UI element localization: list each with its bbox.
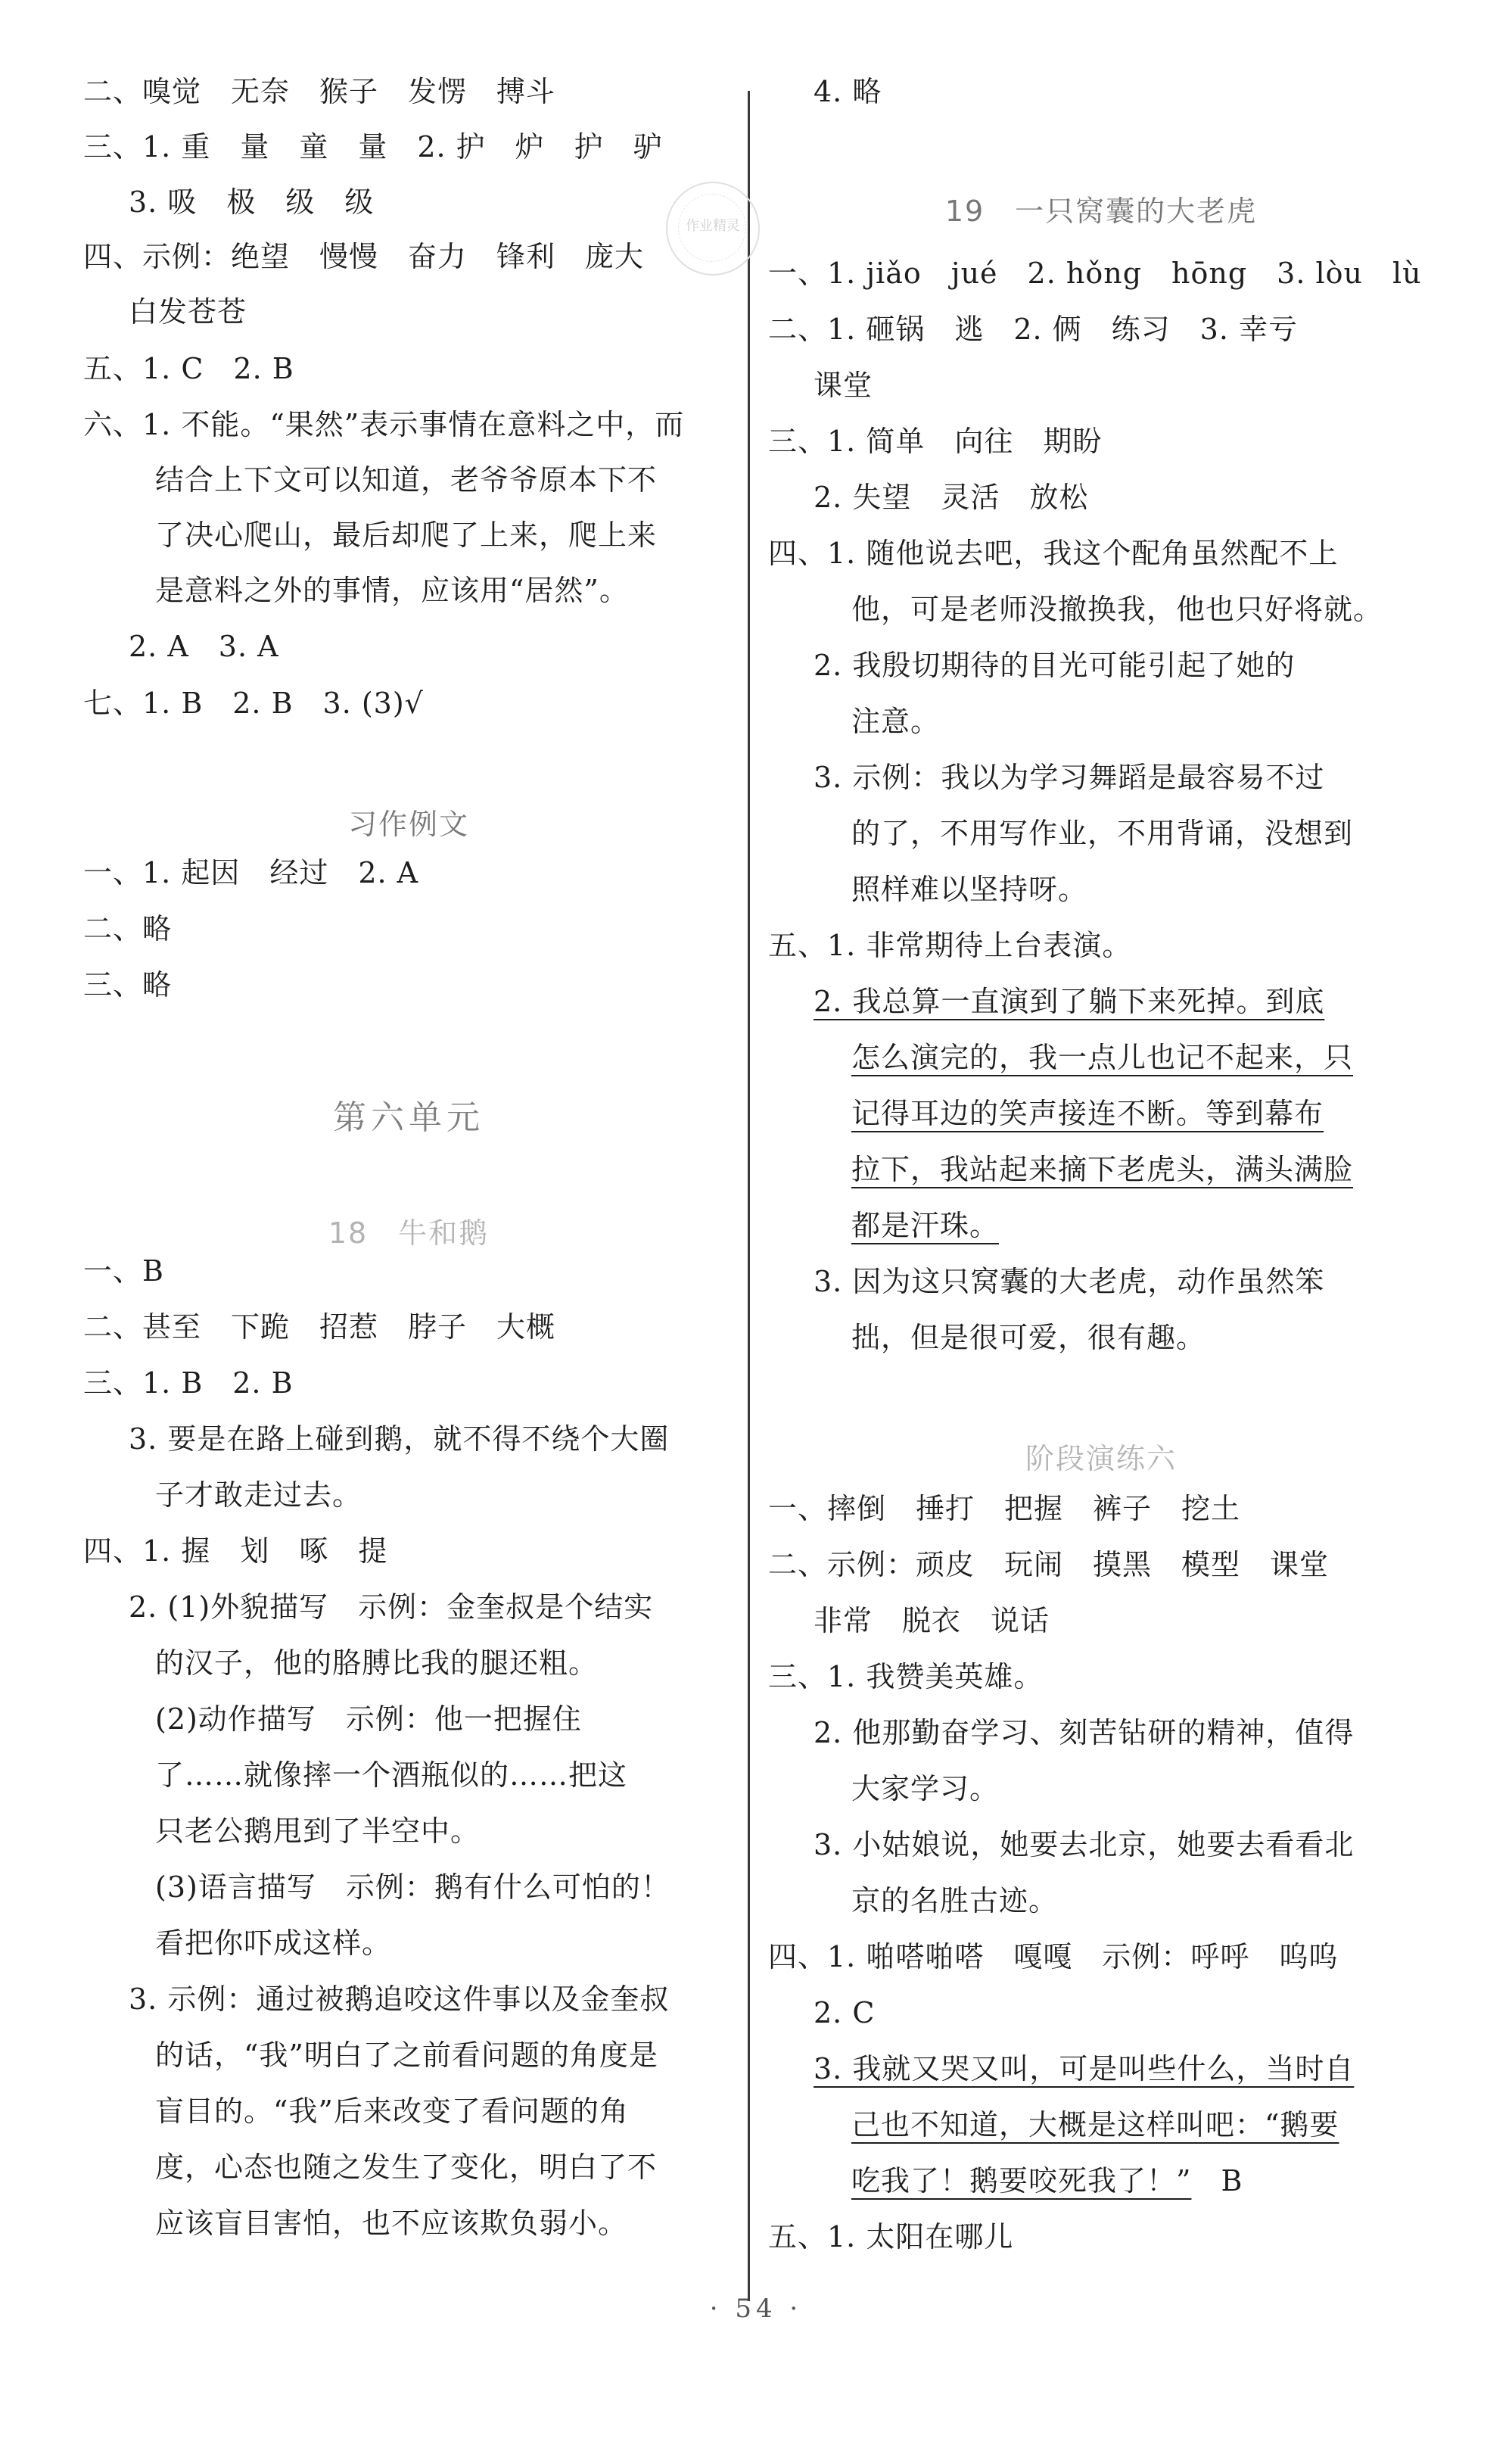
answer-line: 了……就像摔一个酒瓶似的……把这 — [155, 1758, 628, 1792]
answer-line: 盲目的。“我”后来改变了看问题的角 — [155, 2095, 629, 2128]
answer-line: 一、1. jiǎo jué 2. hǒng hōng 3. lòu lù — [768, 257, 1422, 290]
unit-heading: 第六单元 — [333, 1098, 484, 1137]
answer-line: 己也不知道，大概是这样叫吧：“鹅要 — [851, 2108, 1339, 2141]
answer-line: 五、1. 非常期待上台表演。 — [768, 929, 1132, 962]
answer-line: 七、1. B 2. B 3. (3)√ — [83, 687, 424, 720]
answer-line: (3)语言描写 示例：鹅有什么可怕的！ — [155, 1870, 670, 1904]
answer-line: 四、1. 握 划 啄 提 — [83, 1534, 388, 1568]
answer-line: 三、1. 重 量 童 量 2. 护 炉 护 驴 — [83, 130, 663, 164]
answer-line: 记得耳边的笑声接连不断。等到幕布 — [851, 1097, 1324, 1130]
answer-line: 二、嗅觉 无奈 猴子 发愣 搏斗 — [83, 75, 556, 108]
answer-line: 二、甚至 下跪 招惹 脖子 大概 — [83, 1310, 556, 1344]
answer-line: 2. 失望 灵活 放松 — [814, 481, 1089, 514]
answer-line: 注意。 — [851, 705, 941, 738]
column-divider — [748, 91, 750, 2301]
lesson-heading-18: 18 牛和鹅 — [328, 1216, 490, 1250]
answer-line: 大家学习。 — [851, 1772, 1000, 1805]
answer-line: 三、1. 简单 向往 期盼 — [768, 425, 1103, 458]
answer-line: 白发苍苍 — [129, 295, 247, 329]
answer-line: 应该盲目害怕，也不应该欺负弱小。 — [155, 2207, 628, 2240]
page-number: · 54 · — [709, 2294, 803, 2324]
answer-line: 吃我了！鹅要咬死我了！” B — [851, 2164, 1243, 2197]
answer-line: 二、1. 砸锅 逃 2. 俩 练习 3. 幸亏 — [768, 313, 1299, 346]
answer-line: 3. 示例：我以为学习舞蹈是最容易不过 — [814, 761, 1325, 794]
answer-line: 四、1. 啪嗒啪嗒 嘎嘎 示例：呼呼 呜呜 — [768, 1940, 1339, 1973]
answer-line: 三、1. B 2. B — [83, 1366, 294, 1400]
answer-line: 的汉子，他的胳膊比我的腿还粗。 — [155, 1646, 599, 1680]
section-heading-xizuo: 习作例文 — [347, 808, 469, 841]
answer-line: 3. 要是在路上碰到鹅，就不得不绕个大圈 — [129, 1422, 670, 1456]
answer-line: 一、1. 起因 经过 2. A — [83, 856, 419, 889]
answer-line: 的了，不用写作业，不用背诵，没想到 — [851, 817, 1354, 850]
answer-line: 2. (1)外貌描写 示例：金奎叔是个结实 — [129, 1590, 654, 1624]
answer-line: 非常 脱衣 说话 — [814, 1604, 1050, 1637]
answer-line: 四、1. 随他说去吧，我这个配角虽然配不上 — [768, 537, 1339, 570]
answer-line: 照样难以坚持呀。 — [851, 873, 1088, 906]
answer-line: 3. 因为这只窝囊的大老虎，动作虽然笨 — [814, 1265, 1325, 1298]
answer-line: 二、示例：顽皮 玩闹 摸黑 模型 课堂 — [768, 1548, 1330, 1581]
answer-line: 2. 我总算一直演到了躺下来死掉。到底 — [814, 985, 1325, 1018]
answer-line: 3. 我就又哭又叫，可是叫些什么，当时自 — [814, 2052, 1355, 2085]
answer-line: 子才敢走过去。 — [155, 1478, 362, 1512]
answer-line: 3. 小姑娘说，她要去北京，她要去看看北 — [814, 1828, 1355, 1861]
answer-line: 课堂 — [814, 369, 873, 402]
answer-line: 二、略 — [83, 912, 173, 945]
answer-line: 2. 我殷切期待的目光可能引起了她的 — [814, 649, 1296, 682]
answer-line: 度，心态也随之发生了变化，明白了不 — [155, 2151, 658, 2184]
answer-line: 看把你吓成这样。 — [155, 1926, 392, 1960]
answer-line: 3. 示例：通过被鹅追咬这件事以及金奎叔 — [129, 1982, 670, 2016]
answer-line: 五、1. 太阳在哪儿 — [768, 2220, 1014, 2253]
answer-line: 2. A 3. A — [129, 630, 279, 663]
answer-line: 4. 略 — [814, 75, 882, 108]
answer-line: 3. 吸 极 级 级 — [129, 185, 375, 219]
answer-line: 一、摔倒 捶打 把握 裤子 挖土 — [768, 1492, 1241, 1525]
section-heading-stage6: 阶段演练六 — [1025, 1442, 1177, 1475]
answer-line: 只老公鹅甩到了半空中。 — [155, 1814, 481, 1848]
answer-line: 的话，“我”明白了之前看问题的角度是 — [155, 2039, 658, 2072]
answer-line: 六、1. 不能。“果然”表示事情在意料之中，而 — [83, 408, 685, 441]
answer-line: 拉下，我站起来摘下老虎头，满头满脸 — [851, 1153, 1354, 1186]
answer-line: 三、1. 我赞美英雄。 — [768, 1660, 1044, 1693]
answer-line: 2. 他那勤奋学习、刻苦钻研的精神，值得 — [814, 1716, 1355, 1749]
answer-line: 结合上下文可以知道，老爷爷原本下不 — [155, 463, 658, 497]
answer-line: 怎么演完的，我一点儿也记不起来，只 — [851, 1041, 1354, 1074]
answer-line: 他，可是老师没撤换我，他也只好将就。 — [851, 593, 1383, 626]
answer-line: 拙，但是很可爱，很有趣。 — [851, 1321, 1206, 1354]
answer-line: 2. C — [814, 1996, 876, 2029]
answer-line: 京的名胜古迹。 — [851, 1884, 1059, 1917]
answer-line: 都是汗珠。 — [851, 1209, 1000, 1242]
answer-line: 一、B — [83, 1254, 164, 1288]
answer-line: 四、示例：绝望 慢慢 奋力 锋利 庞大 — [83, 240, 645, 273]
lesson-heading-19: 19 一只窝囊的大老虎 — [944, 195, 1258, 228]
answer-line: 三、略 — [83, 968, 173, 1001]
answer-line: (2)动作描写 示例：他一把握住 — [155, 1702, 582, 1736]
watermark-stamp — [666, 182, 760, 276]
answer-line: 了决心爬山，最后却爬了上来，爬上来 — [155, 519, 658, 552]
stamp-text: 作业精灵 — [686, 218, 740, 234]
answer-line: 是意料之外的事情，应该用“居然”。 — [155, 574, 629, 607]
answer-line: 五、1. C 2. B — [83, 352, 294, 385]
